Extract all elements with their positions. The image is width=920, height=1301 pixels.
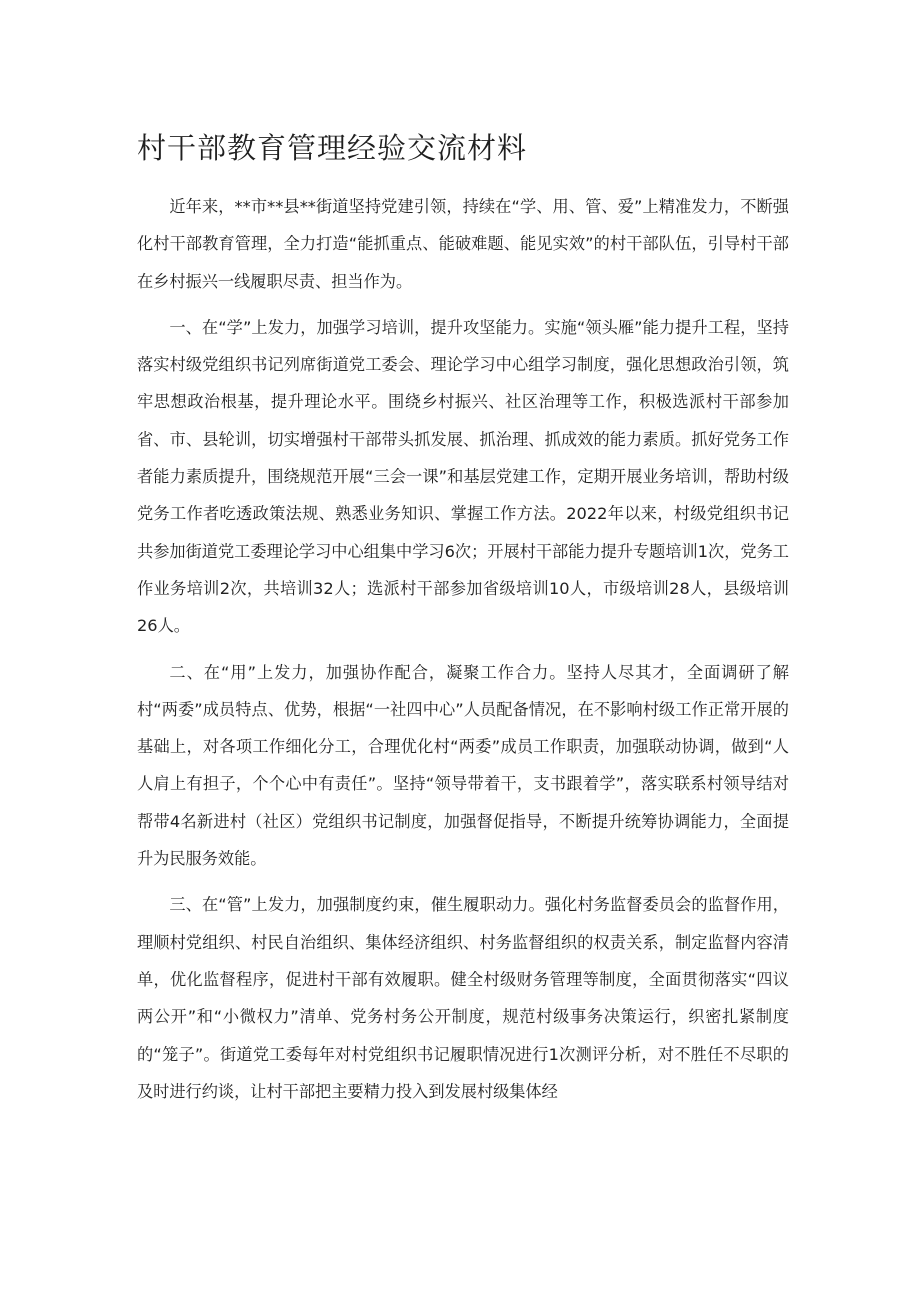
section-three-manage-paragraph: 三、在“管”上发力，加强制度约束，催生履职动力。强化村务监督委员会的监督作用，理顺村党组织、村民自治组织、集体经济组织、村务监督组织的权责关系，制定监督内容清单，优化监督程序，促进村干部有效履职。健全村级财务管理等制度，全面贯彻落实“四议两公开”和“小微权力”清单、党务村务公开制度，规范村级事务决策运行，织密扎紧制度的“笼子”。街道党工委每年对村党组织书记履职情况进行1次测评分析，对不胜任不尽职的及时进行约谈，让村干部把主要精力投入到发展村级集体经	[137, 895, 789, 1101]
document-body	[137, 188, 789, 1119]
section-one-study-paragraph: 一、在“学”上发力，加强学习培训，提升攻坚能力。实施“领头雁”能力提升工程，坚持落实村级党组织书记列席街道党工委会、理论学习中心组学习制度，强化思想政治引领，筑牢思想政治根基，提升理论水平。围绕乡村振兴、社区治理等工作，积极选派村干部参加省、市、县轮训，切实增强村干部带头抓发展、抓治理、抓成效的能力素质。抓好党务工作者能力素质提升，围绕规范开展“三会一课”和基层党建工作，定期开展业务培训，帮助村级党务工作者吃透政策法规、熟悉业务知识、掌握工作方法。2022年以来，村级党组织书记共参加街道党工委理论学习中心组集中学习6次；开展村干部能力提升专题培训1次，党务工作业务培训2次，共培训32人；选派村干部参加省级培训10人，市级培训28人，县级培训26人。	[137, 317, 789, 636]
intro-paragraph: 近年来，**市**县**街道坚持党建引领，持续在“学、用、管、爱”上精准发力，不断强化村干部教育管理，全力打造“能抓重点、能破难题、能见实效”的村干部队伍，引导村干部在乡村振兴一线履职尽责、担当作为。	[137, 197, 789, 291]
document-title: 村干部教育管理经验交流材料	[137, 131, 528, 165]
section-two-use-paragraph: 二、在“用”上发力，加强协作配合，凝聚工作合力。坚持人尽其才，全面调研了解村“两委”成员特点、优势，根据“一社四中心”人员配备情况，在不影响村级工作正常开展的基础上，对各项工作细化分工，合理优化村“两委”成员工作职责，加强联动协调，做到“人人肩上有担子，个个心中有责任”。坚持“领导带着干，支书跟着学”，落实联系村领导结对帮带4名新进村（社区）党组织书记制度，加强督促指导，不断提升统筹协调能力，全面提升为民服务效能。	[137, 662, 789, 869]
